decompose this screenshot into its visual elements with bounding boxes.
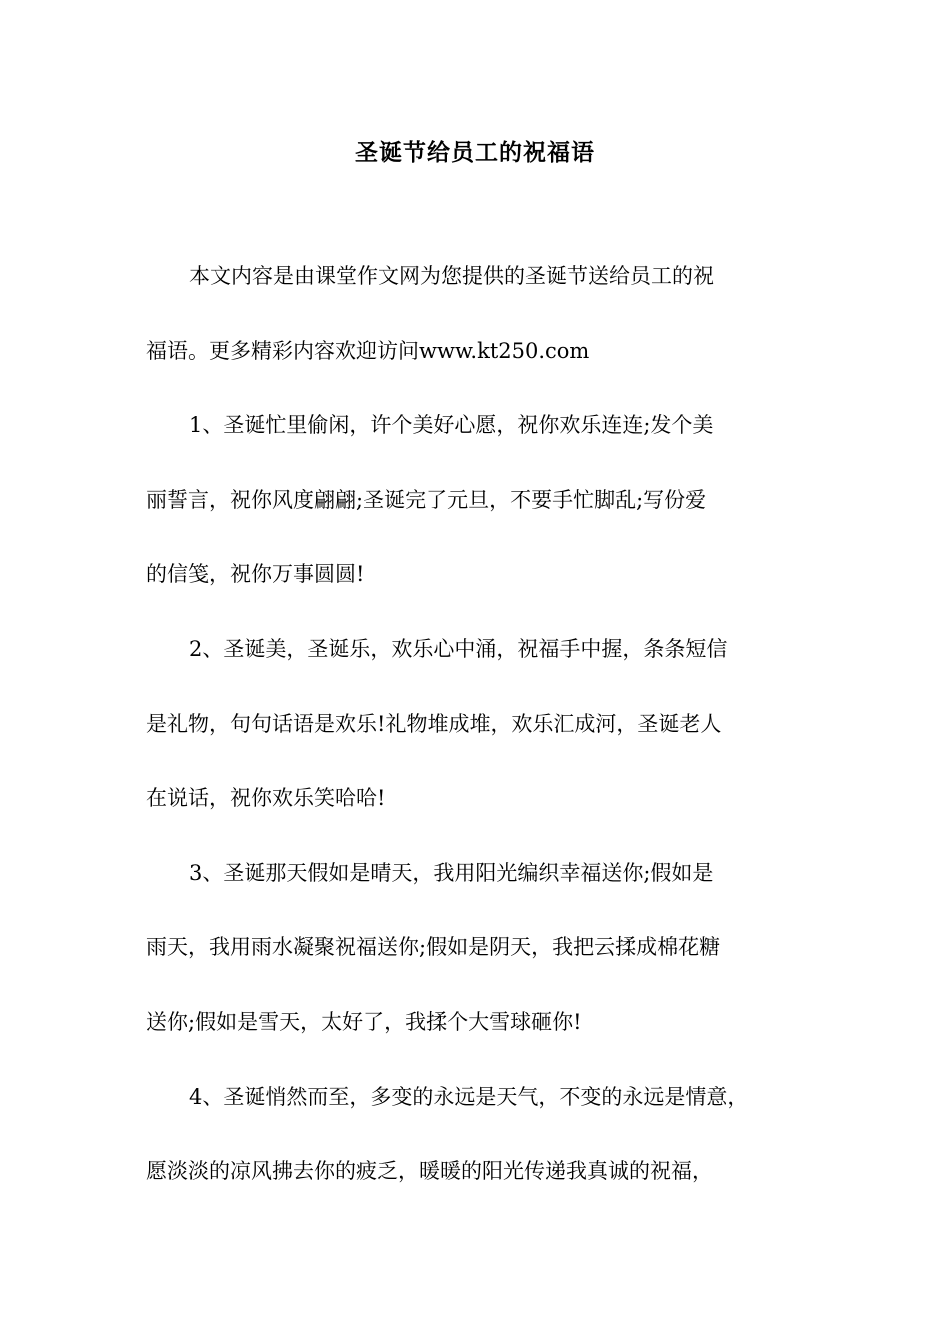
paragraph-2-line-2: 是礼物，句句话语是欢乐!礼物堆成堆，欢乐汇成河，圣诞老人 xyxy=(146,712,722,736)
paragraph-1-line-1: 1、圣诞忙里偷闲，许个美好心愿，祝你欢乐连连;发个美 xyxy=(189,413,714,437)
paragraph-intro-line-2: 福语。更多精彩内容欢迎访问www.kt250.com xyxy=(146,339,590,363)
paragraph-2-line-1: 2、圣诞美，圣诞乐，欢乐心中涌，祝福手中握，条条短信 xyxy=(189,637,728,661)
paragraph-1-line-2: 丽誓言，祝你风度翩翩;圣诞完了元旦，不要手忙脚乱;写份爱 xyxy=(146,488,707,512)
document-title: 圣诞节给员工的祝福语 xyxy=(355,139,595,166)
paragraph-1-line-3: 的信笺，祝你万事圆圆! xyxy=(146,562,365,586)
paragraph-2-line-3: 在说话，祝你欢乐笑哈哈! xyxy=(146,786,386,810)
paragraph-3-line-3: 送你;假如是雪天，太好了，我揉个大雪球砸你! xyxy=(146,1010,582,1034)
paragraph-3-line-1: 3、圣诞那天假如是晴天，我用阳光编织幸福送你;假如是 xyxy=(189,861,714,885)
paragraph-3-line-2: 雨天，我用雨水凝聚祝福送你;假如是阴天，我把云揉成棉花糖 xyxy=(146,935,721,959)
paragraph-4-line-1: 4、圣诞悄然而至，多变的永远是天气，不变的永远是情意， xyxy=(189,1085,749,1109)
paragraph-intro-line-1: 本文内容是由课堂作文网为您提供的圣诞节送给员工的祝 xyxy=(189,264,714,288)
paragraph-4-line-2: 愿淡淡的凉风拂去你的疲乏，暖暖的阳光传递我真诚的祝福， xyxy=(146,1159,713,1183)
